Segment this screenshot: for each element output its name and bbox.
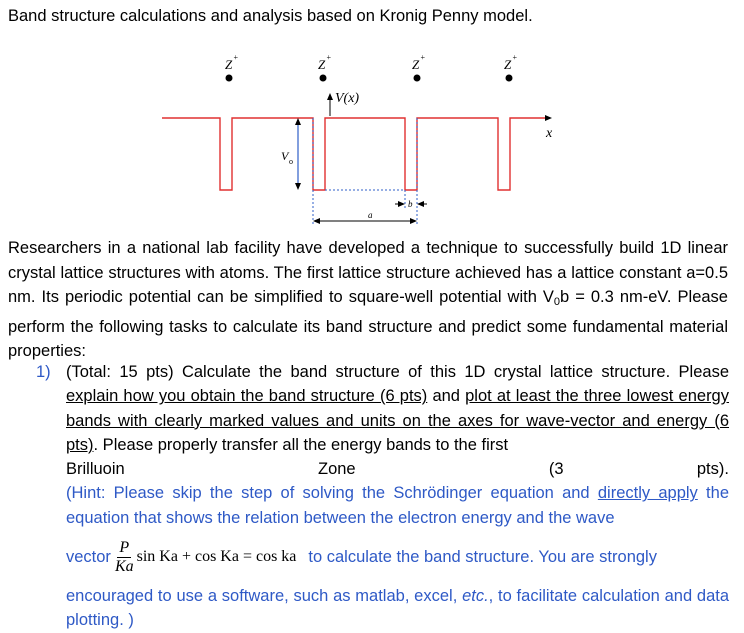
document-title: Band structure calculations and analysis based on Kronig Penny model. xyxy=(8,7,533,25)
kronig-penney-diagram xyxy=(0,40,744,225)
task-number: 1) xyxy=(36,363,51,381)
directly-apply-link[interactable]: directly apply xyxy=(597,484,698,503)
periodic-potential xyxy=(162,118,545,190)
svg-text:+: + xyxy=(233,53,239,62)
atom-3 xyxy=(414,75,421,82)
atom-2 xyxy=(320,75,327,82)
task-1-body: (Total: 15 pts) Calculate the band structure of this 1D crystal lattice structure. Please explain how you obtain the band structure (6 pts) and plot at least the three lowest energy bands with clearly marked values and units on the axes for wave-vector and energy (6 pts). Please properly transfer all the energy bands to the first Brilluoin Zone (3 pts). (Hint: Please skip the step of solving the Schrödinger equation and directly apply the equation that shows the relation between the electron energy and the wave vector $\frac{P}{Ka}$ sin Ka + cos Ka = cos ka to calculate the band structure. You are strongly encouraged to use a software, such as matlab, excel, etc., to facilitate calculation and data plotting. ) xyxy=(66,360,729,633)
atom-label-2: Z xyxy=(318,57,326,72)
atoms xyxy=(226,75,513,82)
barrier-width-label: b xyxy=(408,199,413,209)
kronig-penney-equation: sin Ka + cos Ka = cos ka xyxy=(136,547,297,565)
atom-4 xyxy=(506,75,513,82)
svg-text:+: + xyxy=(420,53,426,62)
atom-label-4: Z xyxy=(504,57,512,72)
svg-text:+: + xyxy=(512,53,518,62)
potential-label: V(x) xyxy=(335,91,360,106)
well-depth-label: V xyxy=(281,149,289,163)
atom-label-1: Z xyxy=(225,57,233,72)
atom-label-3: Z xyxy=(412,57,420,72)
x-axis-label: x xyxy=(546,126,553,141)
hint-text: (Hint: Please skip the step of solving the Schrödinger equation and directly apply the equation that shows the relation between the electron energy and the wave vector $\frac{P}{Ka}$ sin Ka + cos Ka = cos ka to calculate the band structure. You are strongly encouraged to use a software, such as matlab, excel, etc., to facilitate calculation and data plotting. ) xyxy=(66,484,730,630)
svg-text:+: + xyxy=(326,53,332,62)
brillouin-zone-line: Brilluoin Zone (3 pts). xyxy=(66,460,729,479)
atom-1 xyxy=(226,75,233,82)
equation-fraction: $\frac{P}{Ka}$ xyxy=(114,538,134,575)
svg-text:o: o xyxy=(289,157,293,166)
equation-line: vector $\frac{P}{Ka}$ sin Ka + cos Ka = cos ka to calculate the band structure. You are strongly xyxy=(66,538,657,575)
intro-paragraph: Researchers in a national lab facility have developed a technique to successfully build 1D linear crystal lattice structures with atoms. The first lattice structure achieved has a lattice constant a=0.5 nm. Its periodic potential can be simplified to square-well potential with $V_0b = 0.3$ nm-eV. Please perform the following tasks to calculate its band structure and predict some fundamental material properties: xyxy=(8,239,728,361)
lattice-constant-label: a xyxy=(368,210,373,220)
